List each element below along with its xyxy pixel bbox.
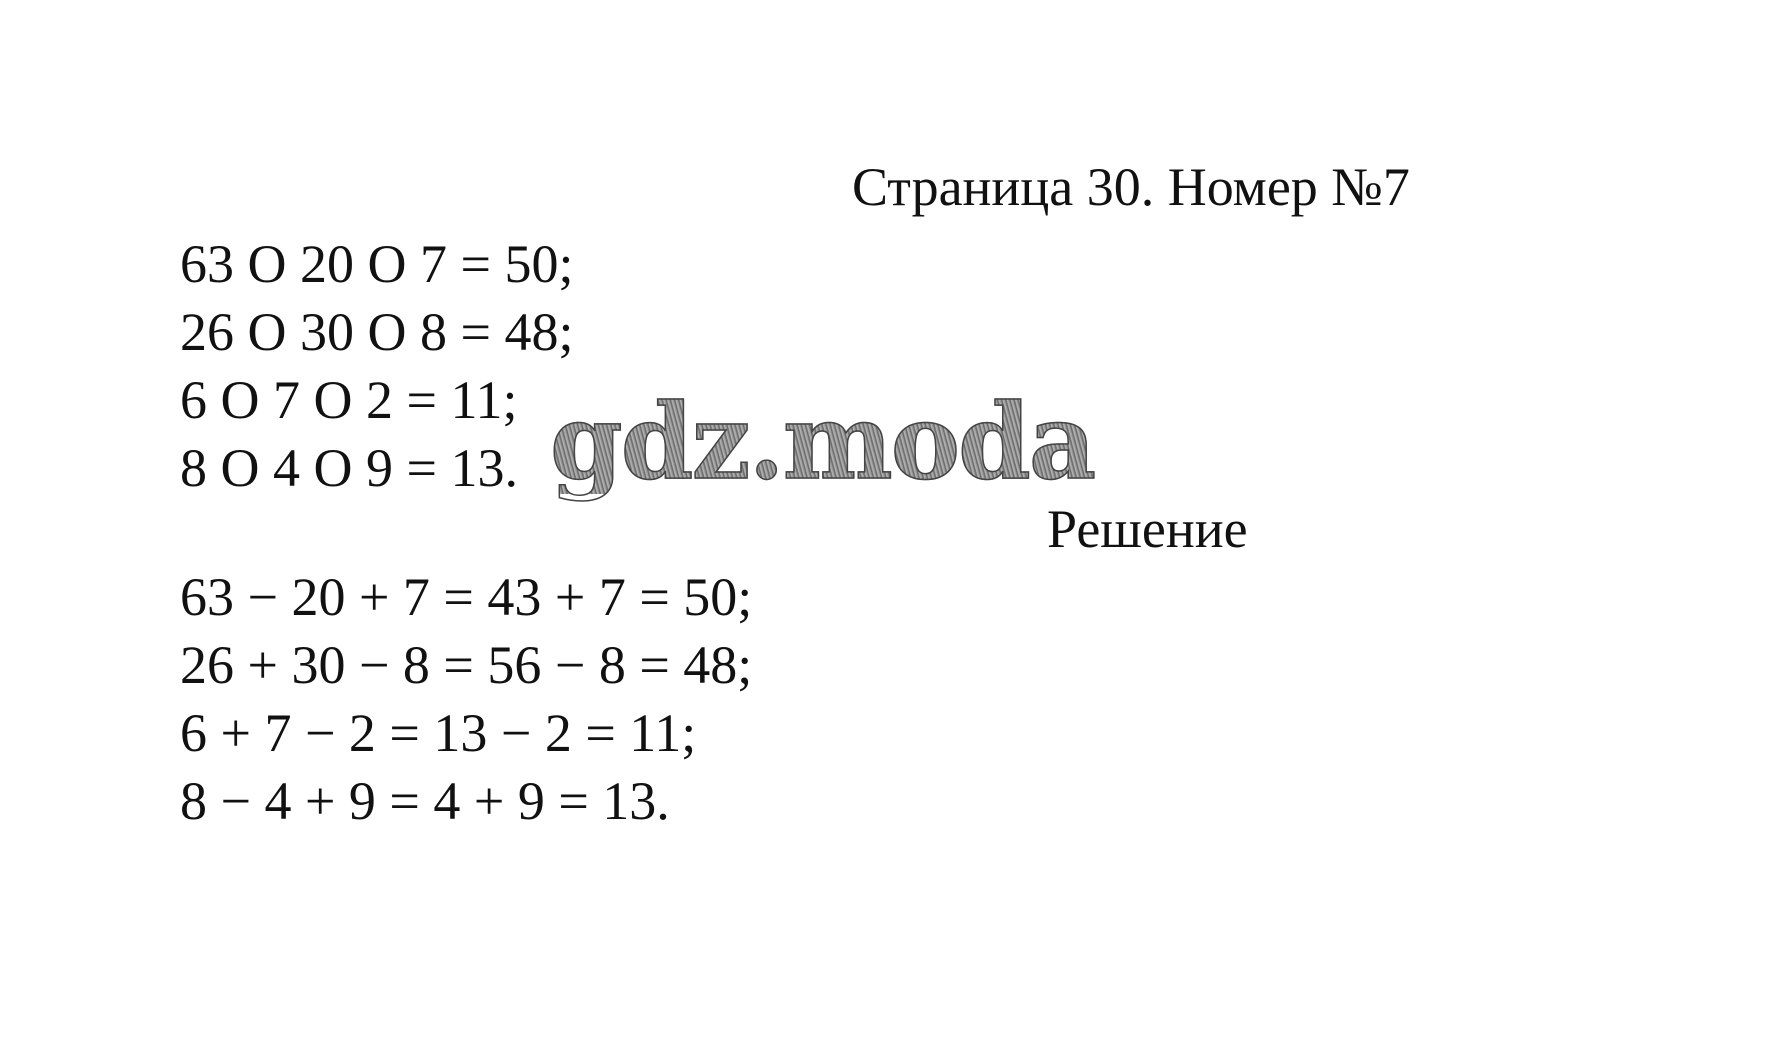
watermark-logo: gdz.moda <box>550 380 1095 503</box>
solution-block <box>180 563 752 835</box>
solution-heading: Решение <box>1047 499 1248 559</box>
solution-line: 26 + 30 − 8 = 56 − 8 = 48; <box>180 635 753 695</box>
task-block <box>180 230 573 502</box>
page-title: Страница 30. Номер №7 <box>852 157 1410 217</box>
task-line: 63 O 20 O 7 = 50; <box>180 234 574 294</box>
task-line: 26 O 30 O 8 = 48; <box>180 302 574 362</box>
solution-line: 63 − 20 + 7 = 43 + 7 = 50; <box>180 567 753 627</box>
solution-line: 6 + 7 − 2 = 13 − 2 = 11; <box>180 703 697 763</box>
task-line: 8 O 4 O 9 = 13. <box>180 438 518 498</box>
solution-line: 8 − 4 + 9 = 4 + 9 = 13. <box>180 771 670 831</box>
task-line: 6 O 7 O 2 = 11; <box>180 370 518 430</box>
